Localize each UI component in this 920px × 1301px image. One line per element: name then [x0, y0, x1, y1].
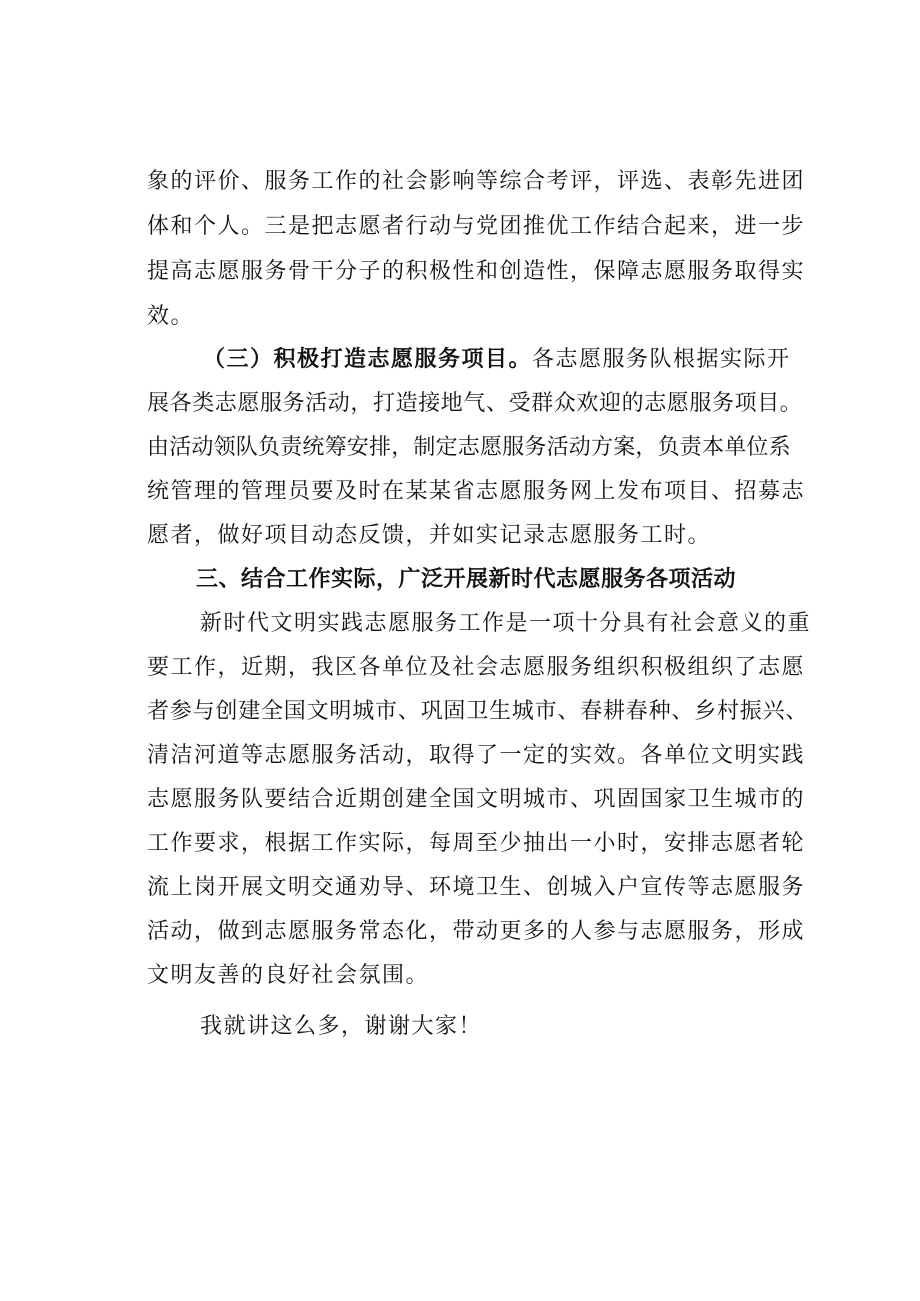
closing-remark: 我就讲这么多，谢谢大家！ — [200, 1014, 483, 1039]
paragraph-2-line-1-rest: 各志愿服务队根据实际开 — [532, 347, 791, 372]
paragraph-1-line-4: 效。 — [147, 304, 195, 329]
paragraph-1-line-3: 提高志愿服务骨干分子的积极性和创造性，保障志愿服务取得实 — [147, 259, 806, 284]
paragraph-3-line-6: 工作要求，根据工作实际，每周至少抽出一小时，安排志愿者轮 — [147, 831, 806, 856]
paragraph-3-line-1: 新时代文明实践志愿服务工作是一项十分具有社会意义的重 — [200, 611, 812, 636]
paragraph-3-line-8: 活动，做到志愿服务常态化，带动更多的人参与志愿服务，形成 — [147, 919, 806, 944]
paragraph-3-line-7: 流上岗开展文明交通劝导、环境卫生、创城入户宣传等志愿服务 — [147, 875, 806, 900]
paragraph-3-line-5: 志愿服务队要结合近期创建全国文明城市、巩固国家卫生城市的 — [147, 787, 806, 812]
paragraph-2-line-1 — [203, 345, 883, 375]
paragraph-2-line-3: 由活动领队负责统筹安排，制定志愿服务活动方案，负责本单位系 — [147, 435, 791, 460]
paragraph-3-line-9: 文明友善的良好社会氛围。 — [147, 963, 430, 988]
paragraph-1-line-1: 象的评价、服务工作的社会影响等综合考评，评选、表彰先进团 — [147, 169, 806, 194]
paragraph-2-line-5: 愿者，做好项目动态反馈，并如实记录志愿服务工时。 — [147, 523, 712, 548]
paragraph-3-line-4: 清洁河道等志愿服务活动，取得了一定的实效。各单位文明实践 — [147, 743, 806, 768]
paragraph-3-line-3: 者参与创建全国文明城市、巩固卫生城市、春耕春种、乡村振兴、 — [147, 699, 809, 724]
paragraph-2-line-2: 展各类志愿服务活动，打造接地气、受群众欢迎的志愿服务项目。 — [147, 391, 803, 416]
section-3-heading: 三、结合工作实际，广泛开展新时代志愿服务各项活动 — [196, 567, 737, 592]
subsection-3-title: （三）积极打造志愿服务项目。 — [203, 347, 533, 372]
paragraph-3-line-2: 要工作，近期，我区各单位及社会志愿服务组织积极组织了志愿 — [147, 655, 806, 680]
paragraph-1-line-2: 体和个人。三是把志愿者行动与党团推优工作结合起来，进一步 — [147, 214, 806, 239]
paragraph-2-line-4: 统管理的管理员要及时在某某省志愿服务网上发布项目、招募志 — [147, 479, 806, 504]
